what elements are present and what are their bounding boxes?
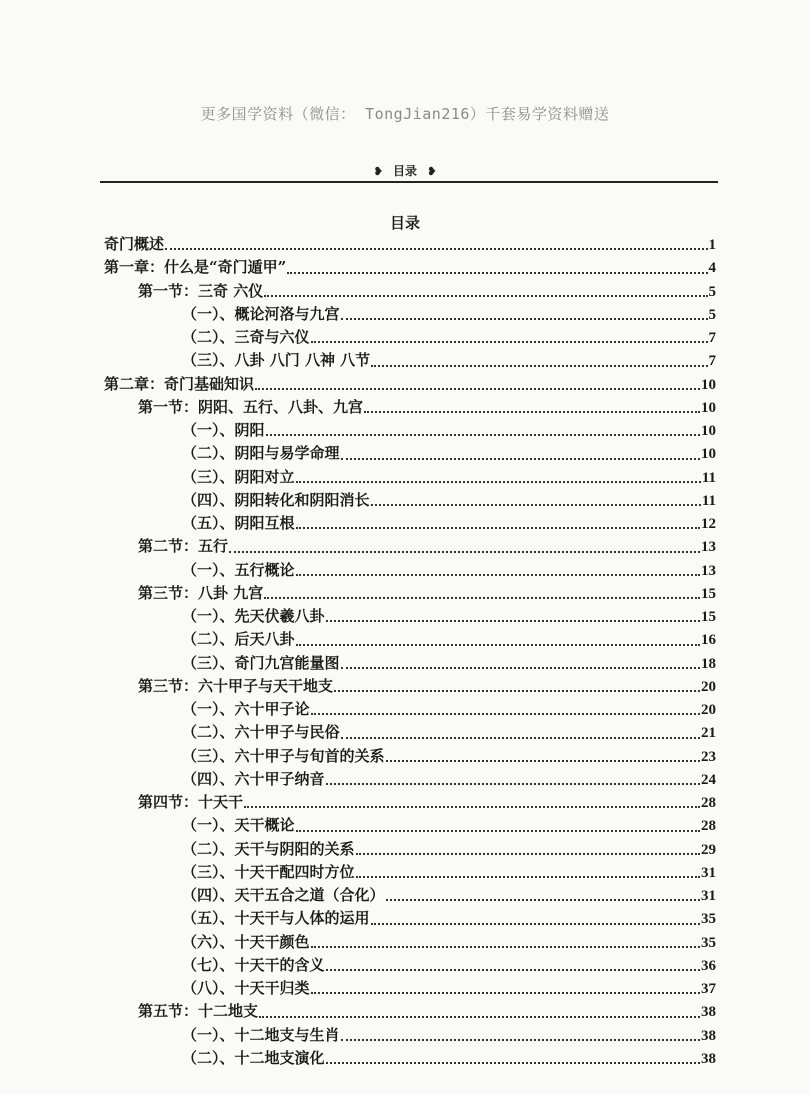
toc-entry-label: （三）、奇门九宫能量图 (182, 653, 340, 672)
toc-entry-page: 11 (701, 469, 716, 486)
dot-leader (371, 923, 700, 925)
toc-entry-label: （六）、十天干颜色 (182, 932, 310, 951)
toc-entry-page: 18 (701, 655, 716, 672)
toc-entry[interactable] (104, 698, 716, 721)
toc-entry-label: （一）、阴阳 (182, 421, 265, 439)
toc-entry-label: （三）、八卦 八门 八神 八节 (182, 351, 371, 370)
dot-leader (371, 504, 701, 506)
toc-entry-label: 第三节：八卦 九宫 (138, 583, 264, 602)
dot-leader (326, 783, 700, 785)
toc-entry-label: （一）、六十甲子论 (182, 700, 310, 718)
toc-entry-page: 13 (701, 539, 716, 556)
toc-entry[interactable] (104, 652, 716, 675)
dot-leader (386, 899, 700, 901)
toc-entry[interactable] (104, 861, 716, 884)
dot-leader (326, 969, 700, 971)
toc-entry-label: 第一节：阴阳、五行、八卦、九宫 (138, 397, 364, 416)
toc-entry-label: （二）、天干与阴阳的关系 (182, 839, 355, 858)
dot-leader (326, 1062, 700, 1064)
toc-entry-page: 35 (701, 934, 716, 951)
toc-entry-page: 13 (701, 562, 716, 579)
toc-entry-label: （一）、概论河洛与九宫 (182, 304, 340, 323)
toc-entry-label: 第二节：五行 (138, 537, 229, 556)
toc-entry-page: 15 (701, 585, 716, 602)
dot-leader (356, 876, 700, 878)
dot-leader (229, 551, 700, 553)
dot-leader (259, 1016, 700, 1018)
toc-entry-label: 第一章：什么是“奇门遁甲” (104, 258, 287, 277)
toc-entry-label: 第三节：六十甲子与天干地支 (138, 676, 334, 695)
toc-entry-page: 36 (701, 957, 716, 974)
dot-leader (311, 341, 708, 343)
toc-entry-page: 12 (701, 516, 716, 532)
toc-entry-page: 10 (701, 423, 716, 439)
toc-entry-page: 10 (701, 376, 716, 393)
toc-entry-label: （八）、十天干归类 (182, 979, 310, 997)
toc-entry-label: （一）、天干概论 (182, 816, 295, 835)
toc-entry-page: 15 (701, 609, 716, 625)
toc-entry[interactable] (104, 977, 716, 1000)
ornament-left-icon: ❥ (373, 165, 383, 178)
toc-entry-label: （一）、十二地支与生肖 (182, 1025, 340, 1044)
toc-entry-label: （三）、十天干配四时方位 (182, 862, 355, 881)
toc-entry[interactable] (104, 466, 716, 489)
dot-leader (296, 830, 700, 832)
toc-entry-label: 第二章：奇门基础知识 (104, 374, 255, 393)
dot-leader (266, 434, 700, 436)
dot-leader (371, 365, 707, 367)
dot-leader (296, 644, 700, 646)
toc-title: 目录 (389, 214, 420, 232)
dot-leader (165, 248, 707, 250)
dot-leader (264, 295, 707, 297)
toc-entry[interactable] (104, 442, 716, 465)
toc-entry-label: （四）、阴阳转化和阴阳消长 (182, 490, 370, 509)
toc-entry-page: 28 (701, 818, 716, 835)
toc-entry-page: 35 (701, 911, 716, 928)
toc-entry-page: 16 (701, 632, 716, 649)
dot-leader (364, 411, 700, 413)
toc-entry[interactable] (104, 349, 716, 372)
toc-entry-label: （二）、后天八卦 (182, 630, 295, 649)
toc-entry-page: 24 (701, 771, 716, 788)
toc-entry-label: 奇门概述 (104, 235, 165, 253)
toc-entry-page: 31 (701, 888, 716, 904)
table-of-contents (104, 233, 716, 1070)
toc-entry[interactable] (104, 1047, 716, 1070)
toc-entry-page: 4 (708, 260, 716, 277)
dot-leader (264, 597, 700, 599)
toc-entry-page: 23 (701, 748, 716, 765)
toc-entry-page: 5 (708, 283, 716, 300)
dot-leader (311, 992, 700, 994)
toc-entry-page: 10 (701, 446, 716, 463)
toc-entry-page: 38 (701, 1050, 716, 1067)
toc-entry-label: （四）、六十甲子纳音 (182, 769, 325, 788)
running-header-text: 目录 (392, 164, 417, 178)
dot-leader (386, 760, 700, 762)
toc-entry[interactable] (104, 721, 716, 744)
toc-entry[interactable] (104, 373, 716, 396)
toc-entry-label: （一）、五行概论 (182, 560, 295, 579)
toc-entry[interactable] (104, 256, 716, 279)
toc-entry-label: （四）、天干五合之道（合化） (182, 886, 385, 904)
toc-entry-page: 31 (701, 864, 716, 881)
running-header (0, 162, 810, 179)
toc-entry[interactable] (104, 884, 716, 907)
dot-leader (326, 620, 700, 622)
toc-entry[interactable] (104, 791, 716, 814)
toc-entry[interactable] (104, 838, 716, 861)
toc-entry[interactable] (104, 907, 716, 930)
toc-entry[interactable] (104, 1000, 716, 1023)
dot-leader (341, 737, 700, 739)
toc-entry[interactable] (104, 559, 716, 582)
dot-leader (311, 713, 700, 715)
toc-entry[interactable] (104, 954, 716, 977)
toc-entry-label: （二）、阴阳与易学命理 (182, 444, 340, 463)
toc-entry-page: 7 (708, 330, 716, 346)
toc-entry[interactable] (104, 489, 716, 512)
toc-entry-label: （七）、十天干的含义 (182, 955, 325, 974)
dot-leader (341, 667, 700, 669)
toc-entry[interactable] (104, 582, 716, 605)
dot-leader (341, 458, 700, 460)
toc-entry[interactable] (104, 512, 716, 535)
toc-entry-page: 38 (701, 1004, 716, 1021)
toc-entry[interactable] (104, 605, 716, 628)
toc-entry-page: 11 (701, 492, 716, 509)
toc-entry[interactable] (104, 396, 716, 419)
toc-entry-label: （三）、六十甲子与旬首的关系 (182, 746, 385, 765)
toc-entry-page: 38 (701, 1027, 716, 1044)
toc-entry-page: 5 (708, 306, 716, 323)
watermark-text: 更多国学资料（微信： TongJian216）千套易学资料赠送 (200, 105, 610, 123)
dot-leader (311, 946, 700, 948)
toc-entry[interactable] (104, 931, 716, 954)
toc-entry[interactable] (104, 745, 716, 768)
dot-leader (341, 318, 708, 320)
dot-leader (244, 806, 700, 808)
toc-entry-label: （五）、十天干与人体的运用 (182, 909, 370, 928)
toc-entry-page: 20 (701, 702, 716, 718)
dot-leader (296, 481, 701, 483)
toc-entry-page: 37 (701, 981, 716, 997)
toc-entry-page: 10 (701, 399, 716, 416)
toc-entry[interactable] (104, 535, 716, 558)
toc-entry-label: 第四节：十天干 (138, 793, 244, 811)
toc-entry[interactable] (104, 768, 716, 791)
toc-entry-label: （三）、阴阳对立 (182, 467, 295, 486)
toc-entry[interactable] (104, 1024, 716, 1047)
toc-entry-page: 28 (701, 795, 716, 811)
toc-entry-page: 29 (701, 841, 716, 858)
toc-entry-label: （二）、十二地支演化 (182, 1048, 325, 1067)
toc-entry[interactable] (104, 303, 716, 326)
header-rule (100, 181, 718, 183)
toc-entry-label: （五）、阴阳互根 (182, 514, 295, 532)
toc-entry-page: 7 (708, 353, 716, 370)
toc-entry[interactable] (104, 280, 716, 303)
toc-entry-label: （一）、先天伏羲八卦 (182, 607, 325, 625)
toc-entry-page: 21 (701, 725, 716, 742)
toc-entry-page: 20 (701, 678, 716, 695)
dot-leader (255, 388, 700, 390)
toc-entry-label: （二）、六十甲子与民俗 (182, 723, 340, 742)
dot-leader (334, 690, 700, 692)
toc-entry-label: （二）、三奇与六仪 (182, 328, 310, 346)
toc-entry[interactable] (104, 675, 716, 698)
toc-entry[interactable] (104, 419, 716, 442)
dot-leader (296, 574, 700, 576)
dot-leader (341, 1039, 700, 1041)
toc-entry[interactable] (104, 628, 716, 651)
toc-entry[interactable] (104, 326, 716, 349)
toc-entry-label: 第五节：十二地支 (138, 1002, 259, 1021)
toc-entry-label: 第一节：三奇 六仪 (138, 281, 264, 300)
toc-entry[interactable] (104, 814, 716, 837)
dot-leader (356, 853, 700, 855)
ornament-right-icon: ❥ (427, 165, 437, 178)
toc-entry-page: 1 (708, 237, 716, 253)
toc-entry[interactable] (104, 233, 716, 256)
dot-leader (296, 527, 700, 529)
dot-leader (287, 272, 707, 274)
